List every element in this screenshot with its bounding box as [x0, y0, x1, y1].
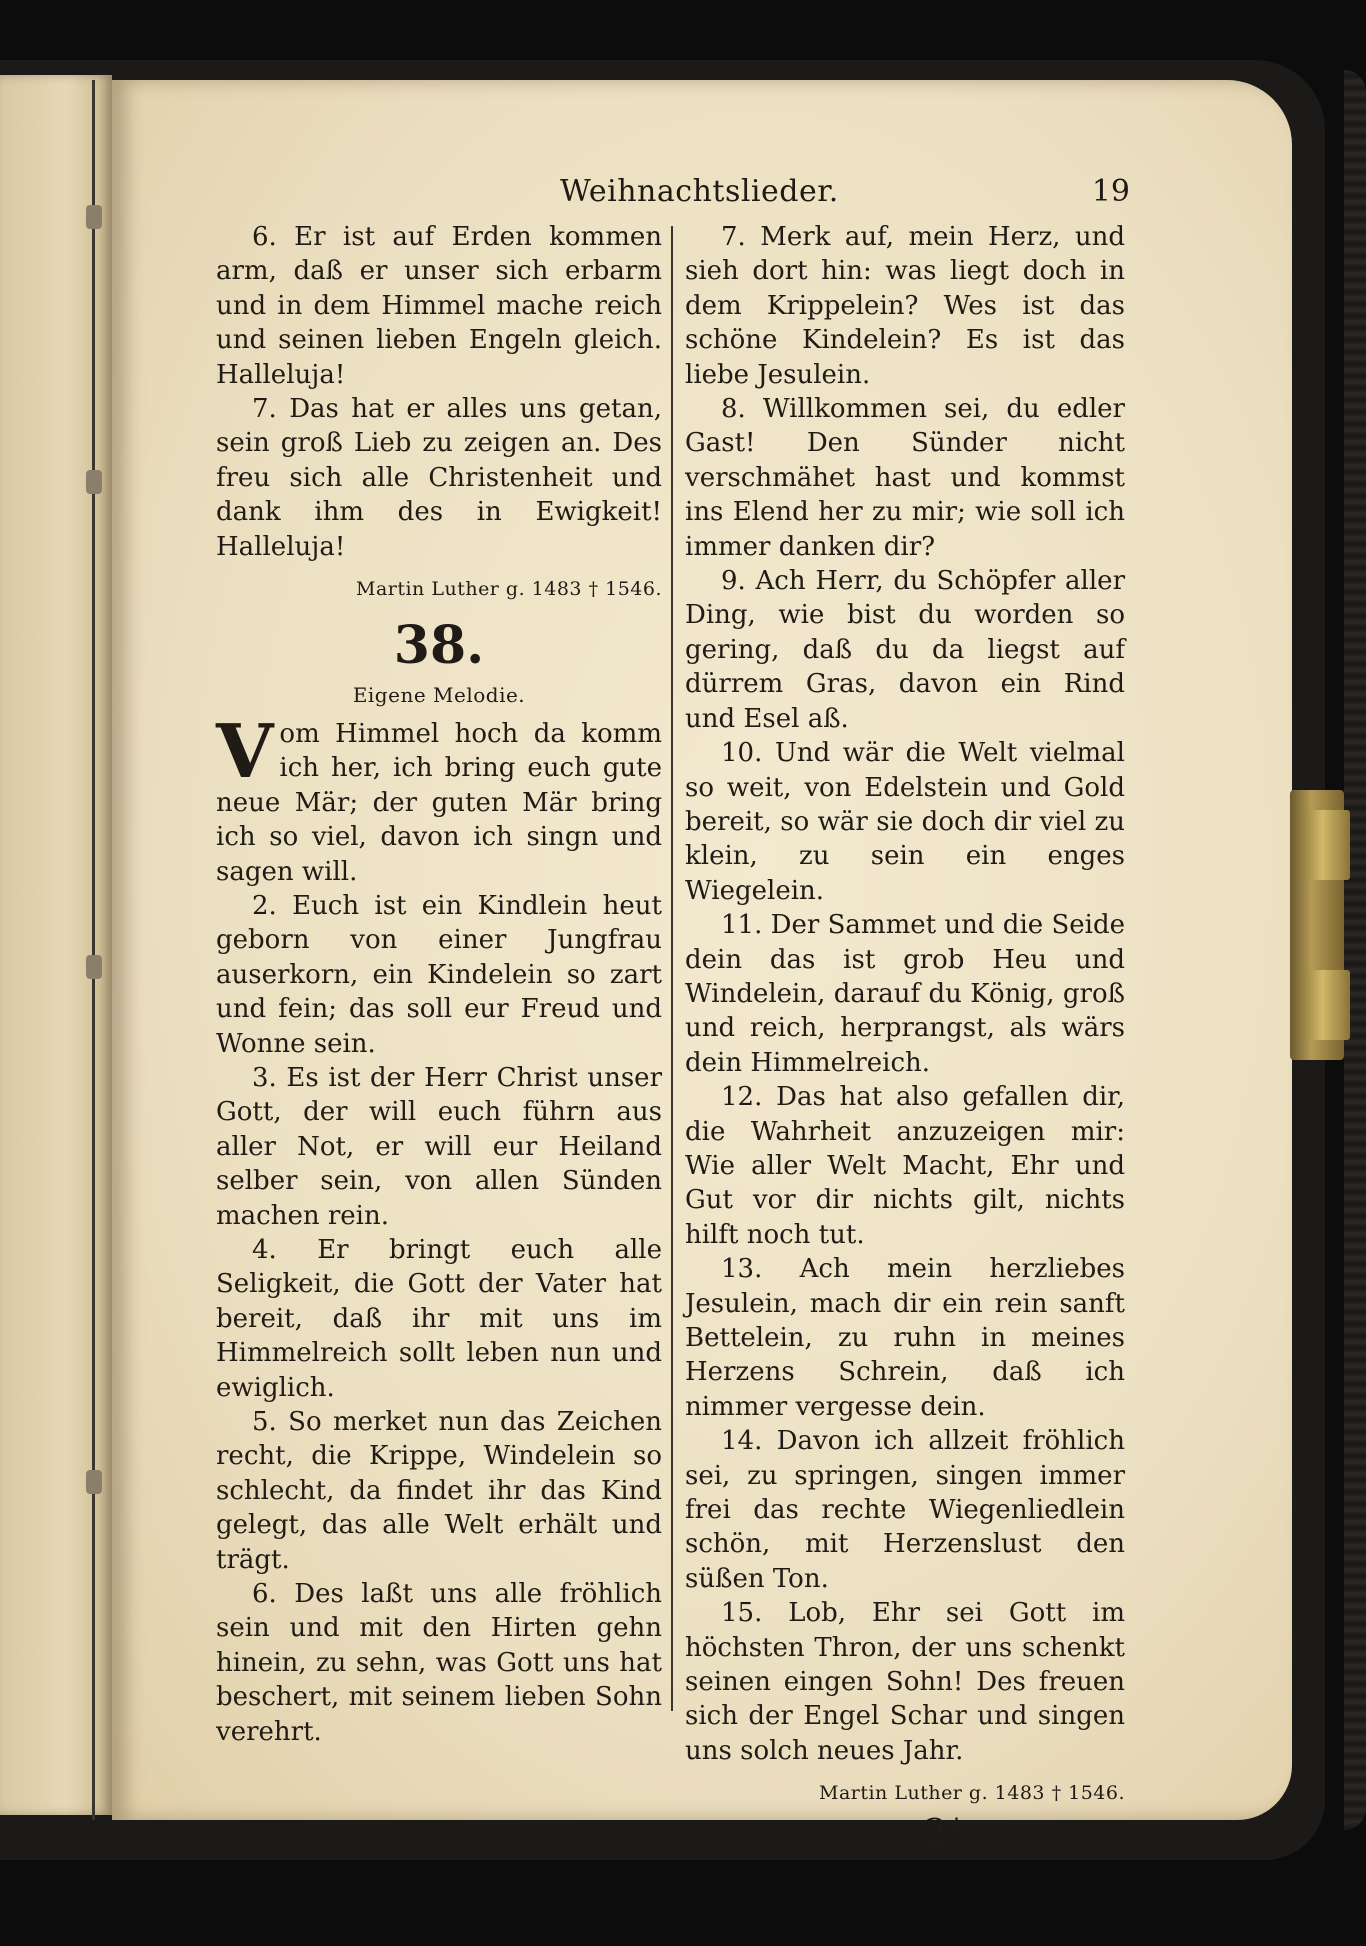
- clasp-plate: [1300, 970, 1350, 1040]
- stanza: 12. Das hat also gefallen dir, die Wahrheit anzuzeigen mir: Wie aller Welt Macht, Ehr und Gut vor dir nichts gilt, nichts hilft noch tut.: [685, 1082, 1125, 1250]
- printer-signature-mark: 2*: [924, 1812, 966, 1854]
- first-stanza-text: om Himmel hoch da komm ich her, ich bring euch gute neue Mär; der guten Mär bring ich so viel, davon ich singn und sagen will.: [216, 718, 662, 887]
- running-head: Weihnachtslieder.: [560, 174, 839, 209]
- drop-cap: V: [216, 708, 274, 795]
- stanza: 13. Ach mein herzliebes Jesulein, mach dir ein rein sanft Bettelein, zu ruhn in meines Herzens Schrein, daß ich nimmer vergesse dein.: [685, 1254, 1125, 1422]
- author-attribution: Martin Luther g. 1483 † 1546.: [818, 1782, 1125, 1805]
- clasp-plate: [1300, 810, 1350, 880]
- stanza: 14. Davon ich allzeit fröhlich sei, zu springen, singen immer frei das rechte Wiegenliedlein schön, mit Herzenslust den süßen Ton.: [685, 1426, 1125, 1594]
- stanza: 9. Ach Herr, du Schöpfer aller Ding, wie bist du worden so gering, daß du da liegst auf dürrem Gras, davon ein Rind und Esel aß.: [685, 566, 1125, 734]
- stanza: 6. Er ist auf Erden kommen arm, daß er unser sich erbarm und in dem Himmel mache reich und seinen lieben Engeln gleich. Halleluja!: [216, 222, 662, 390]
- binding-stitch: [86, 1470, 102, 1494]
- stanza: 10. Und wär die Welt vielmal so weit, von Edelstein und Gold bereit, so wär sie doch dir viel zu klein, zu sein ein enges Wiegelein.: [685, 738, 1125, 906]
- stanza: 3. Es ist der Herr Christ unser Gott, der will euch führn aus aller Not, er will eur Heiland selber sein, von allen Sünden machen rein.: [216, 1062, 662, 1231]
- right-column: [685, 220, 1125, 1854]
- first-stanza: [216, 708, 662, 889]
- author-attribution: Martin Luther g. 1483 † 1546.: [355, 578, 662, 601]
- binding-thread: [92, 80, 95, 1820]
- hymn-number: 38.: [393, 615, 485, 677]
- binding-stitch: [86, 470, 102, 494]
- left-column: [216, 220, 662, 1749]
- stanza: 15. Lob, Ehr sei Gott im höchsten Thron, der uns schenkt seinen eingen Sohn! Des freuen sich der Engel Schar und singen uns solch neues Jahr.: [685, 1598, 1125, 1766]
- column-divider: [671, 226, 673, 1711]
- stanza: 2. Euch ist ein Kindlein heut geborn von einer Jungfrau auserkorn, ein Kindelein so zart und fein; das soll eur Freud und Wonne sein.: [216, 890, 662, 1059]
- previous-page-edge: [0, 75, 112, 1815]
- stanza: 11. Der Sammet und die Seide dein das ist grob Heu und Windelein, darauf du König, groß und reich, herprangst, als wärs dein Himmelreich.: [685, 910, 1125, 1078]
- stanza: 5. So merket nun das Zeichen recht, die Krippe, Windelein so schlecht, da findet ihr das Kind gelegt, das alle Welt erhält und trägt.: [216, 1407, 662, 1575]
- stanza: 8. Willkommen sei, du edler Gast! Den Sünder nicht verschmähet hast und kommst ins Elend her zu mir; wie soll ich immer danken dir?: [685, 394, 1125, 562]
- stanza: 7. Merk auf, mein Herz, und sieh dort hin: was liegt doch in dem Krippelein? Wes ist das schöne Kindelein? Es ist das liebe Jesulein.: [685, 222, 1125, 390]
- stanza: 6. Des laßt uns alle fröhlich sein und mit den Hirten gehn hinein, zu sehn, was Gott uns hat beschert, mit seinem lieben Sohn verehrt.: [216, 1579, 662, 1747]
- binding-stitch: [86, 205, 102, 229]
- stanza: 4. Er bringt euch alle Seligkeit, die Gott der Vater hat bereit, daß ihr mit uns im Himmelreich sollt leben nun und ewiglich.: [216, 1234, 662, 1403]
- binding-stitch: [86, 955, 102, 979]
- cover-edge: [1344, 70, 1366, 1830]
- melody-note: Eigene Melodie.: [352, 683, 526, 708]
- page-number: 19: [1091, 174, 1130, 209]
- stanza: 7. Das hat er alles uns getan, sein groß Lieb zu zeigen an. Des freu sich alle Christenheit und dank ihm des in Ewigkeit! Halleluja!: [216, 394, 662, 562]
